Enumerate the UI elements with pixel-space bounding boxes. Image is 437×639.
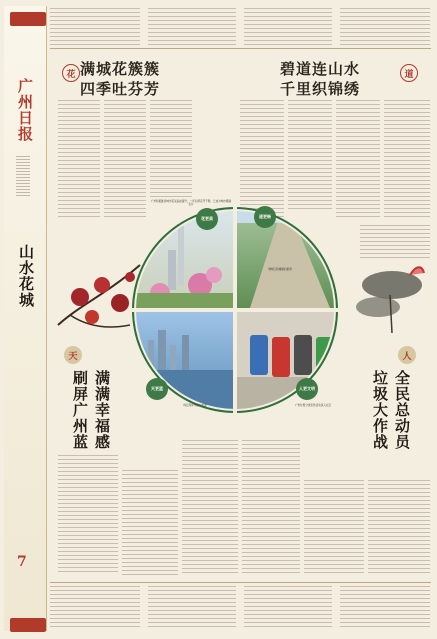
flowers-body-col-1 bbox=[58, 100, 100, 220]
roads-body-col-4 bbox=[384, 100, 430, 220]
bottom-text-band bbox=[50, 586, 431, 630]
sky-char-badge: 天 bbox=[64, 346, 82, 364]
people-body-col-3 bbox=[368, 480, 430, 575]
flowers-body-col-3 bbox=[150, 100, 192, 200]
sky-body-col-2 bbox=[122, 470, 178, 575]
divider-bottom bbox=[50, 582, 431, 583]
roads-caption-2: 增城区新塘镇的碧道 bbox=[268, 268, 292, 271]
people-headline-1: 全民总动员 bbox=[393, 370, 411, 450]
scroll-top-ornament bbox=[10, 12, 46, 26]
sky-body-col-3 bbox=[182, 440, 238, 575]
flowers-headline-1: 满城花簇簇 bbox=[80, 60, 161, 78]
page-number: 7 bbox=[17, 554, 27, 570]
roads-headline-1: 碧道连山水 bbox=[280, 60, 361, 78]
masthead-date bbox=[16, 156, 30, 196]
tag-sky: 天更蓝 bbox=[146, 378, 168, 400]
tag-flowers: 花更美 bbox=[196, 208, 218, 230]
sky-caption: 珠江两岸尽显广州蓝 bbox=[183, 404, 207, 407]
flowers-caption: 广州积极推进城市花景品质提升，一年四季花开不断，已成为城市靓丽名片 bbox=[150, 200, 232, 207]
top-text-band bbox=[50, 8, 431, 46]
sky-headline-1: 满满幸福感 bbox=[93, 370, 111, 450]
flowers-body-col-2 bbox=[104, 100, 146, 220]
people-body-col-1 bbox=[242, 440, 300, 575]
flowers-char-badge: 花 bbox=[62, 64, 80, 82]
sky-headline-2: 刷屏广州蓝 bbox=[71, 370, 89, 450]
people-char-badge: 人 bbox=[398, 346, 416, 364]
tag-people: 人更文明 bbox=[296, 378, 318, 400]
sky-body-col-1 bbox=[58, 455, 118, 575]
divider-top bbox=[50, 48, 431, 49]
recycling-mascots-photo bbox=[237, 312, 340, 415]
roads-body-col-3 bbox=[336, 100, 380, 220]
scroll-bottom-ornament bbox=[10, 618, 46, 632]
people-body-col-2 bbox=[304, 480, 364, 575]
lotus-painting-decoration bbox=[350, 255, 432, 335]
roads-headline-2: 千里织锦绣 bbox=[280, 80, 361, 98]
roads-body-col-2 bbox=[288, 100, 332, 210]
flower-painting-decoration bbox=[50, 255, 146, 345]
newspaper-logo: 广州日报 bbox=[16, 78, 34, 142]
roads-body-cont bbox=[360, 225, 430, 260]
flowers-headline-2: 四季吐芬芳 bbox=[80, 80, 161, 98]
greenway-photo bbox=[237, 205, 340, 308]
masthead-sidebar bbox=[4, 6, 47, 631]
tag-roads: 道更畅 bbox=[254, 206, 276, 228]
people-headline-2: 垃圾大作战 bbox=[371, 370, 389, 450]
people-caption: 广州垃圾分类宣传活动深入社区 bbox=[294, 404, 332, 407]
roads-char-badge: 道 bbox=[400, 64, 418, 82]
section-slogan: 山水花城 bbox=[17, 244, 35, 308]
